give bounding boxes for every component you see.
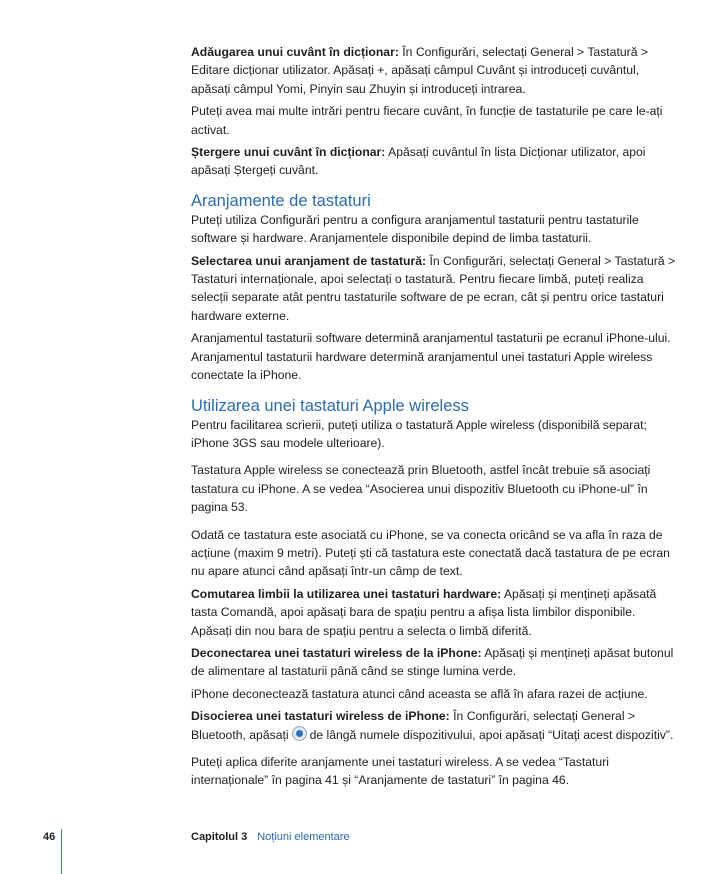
chapter-label	[191, 831, 350, 843]
paragraph-add-word: Adăugarea unui cuvânt în dicționar: În Configurări, selectați General > Tastatură > Editare dicționar utilizator. Apăsați +, apăsați câmpul Cuvânt și introduceți cuvântul, apăsați câmpul Yomi, Pinyin sau Zhuyin și introduceți intrarea.	[191, 45, 648, 96]
section-heading-keyboard-layouts: Aranjamente de tastaturi	[191, 191, 371, 210]
paragraph-layout-software-hardware: Aranjamentul tastaturii software determină aranjamentul tastaturii pe ecranul iPhone-ului. Aranjamentul tastaturii hardware determină aranjamentul unei tastaturi Apple wireless conectate la iPhone.	[191, 331, 671, 383]
chapter-title: Noțiuni elementare	[257, 831, 350, 843]
run-in-heading: Selectarea unui aranjament de tastatură:	[191, 253, 427, 268]
run-in-heading: Comutarea limbii la utilizarea unei tastaturi hardware:	[191, 586, 502, 601]
paragraph-disconnect: Deconectarea unei tastaturi wireless de la iPhone: Apăsați și mențineți apăsat butonul de alimentare al tastaturii până când se stinge lumina verde.	[191, 645, 674, 679]
run-in-heading: Disocierea unei tastaturi wireless de iPhone:	[191, 709, 450, 724]
page-content	[191, 43, 677, 794]
footer-rule	[61, 829, 62, 874]
paragraph-bluetooth: Tastatura Apple wireless se conectează prin Bluetooth, astfel încât trebuie să asociați tastatura cu iPhone. A se vedea “Asocierea unui dispozitiv Bluetooth cu iPhone-ul” în pagina 53.	[191, 463, 651, 515]
disclosure-button-icon	[292, 726, 307, 741]
paragraph-range: Odată ce tastatura este asociată cu iPhone, se va conecta oricând se va afla în raza de acțiune (maxim 9 metri). Puteți ști că tastatura este conectată dacă tastatura de pe ecran nu apare atunci când apăsați într-un câmp de text.	[191, 527, 670, 579]
paragraph-switch-language: Comutarea limbii la utilizarea unei tastaturi hardware: Apăsați și mențineți apăsată tasta Comandă, apoi apăsați bara de spațiu pentru a afișa lista limbilor disponibile. Apăsați din nou bara de spațiu pentru a selecta o limbă diferită.	[191, 586, 657, 638]
page-number: 46	[43, 831, 56, 843]
chapter-number: Capitolul 3	[191, 831, 248, 843]
paragraph-apply-layouts: Puteți aplica diferite aranjamente unei tastaturi wireless. A se vedea “Tastaturi internaționale” în pagina 41 și “Aranjamente de tastaturi” în pagina 46.	[191, 755, 609, 788]
run-in-heading: Ștergere unui cuvânt în dicționar:	[191, 145, 386, 160]
paragraph-multiple-entries: Puteți avea mai multe intrări pentru fiecare cuvânt, în funcție de tastaturile pe care le-ați activat.	[191, 104, 663, 137]
section-heading-wireless-keyboard: Utilizarea unei tastaturi Apple wireless	[191, 396, 469, 415]
run-in-heading: Deconectarea unei tastaturi wireless de la iPhone:	[191, 645, 482, 660]
paragraph-delete-word: Ștergere unui cuvânt în dicționar: Apăsați cuvântul în lista Dicționar utilizator, apoi apăsați Ștergeți cuvânt.	[191, 145, 646, 178]
paragraph-layouts-intro: Puteți utiliza Configurări pentru a configura aranjamentul tastaturii pentru tastaturile software și hardware. Aranjamentele disponibile depind de limba tastaturii.	[191, 212, 639, 246]
paragraph-select-layout: Selectarea unui aranjament de tastatură: În Configurări, selectați General > Tastatură > Tastaturi internaționale, apoi selectați o tastatură. Pentru fiecare limbă, puteți realiza selecții separate atât pentru tastaturile software de pe ecran, cât și pentru orice tastaturi hardware externe.	[191, 253, 676, 323]
page-footer	[0, 829, 728, 874]
run-in-heading: Adăugarea unui cuvânt în dicționar:	[191, 45, 399, 59]
paragraph-wireless-intro: Pentru facilitarea scrierii, puteți utiliza o tastatură Apple wireless (disponibilă separat; iPhone 3GS sau modele ulterioare).	[191, 417, 647, 450]
paragraph-out-of-range: iPhone deconectează tastatura atunci când aceasta se află în afara razei de acțiune.	[191, 686, 648, 701]
paragraph-unpair: Disocierea unei tastaturi wireless de iPhone: În Configurări, selectați General > Bluetooth, apăsați de lângă numele dispozitivului, apoi apăsați “Uitați acest dispozitiv”.	[191, 709, 674, 742]
